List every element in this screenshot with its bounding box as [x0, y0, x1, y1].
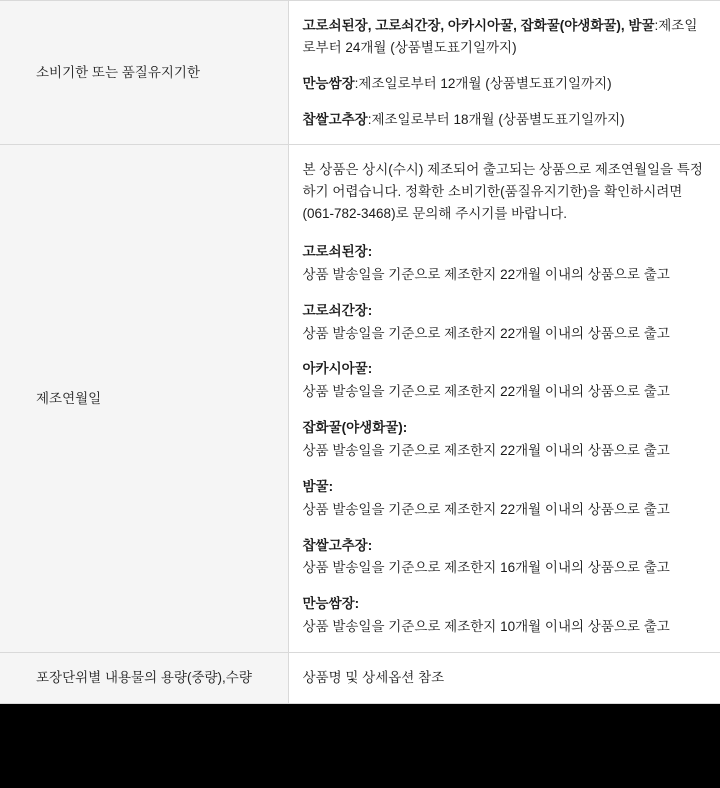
- shelf-life-period-1: :제조일로부터 24개월 (상품별도표기일까지): [302, 18, 698, 55]
- manufacture-item-name: 밤꿀:: [302, 478, 334, 494]
- manufacture-item-name: 고로쇠된장:: [302, 244, 373, 260]
- shelf-life-period-2: :제조일로부터 12개월 (상품별도표기일까지): [354, 75, 612, 91]
- table-row: [0, 1, 720, 145]
- manufacture-item-detail: 상품 발송일을 기준으로 제조한지 22개월 이내의 상품으로 출고: [302, 266, 670, 282]
- manufacture-item: [303, 476, 705, 521]
- manufacture-item-detail: 상품 발송일을 기준으로 제조한지 22개월 이내의 상품으로 출고: [302, 443, 670, 459]
- row-value-shelf-life: [288, 1, 720, 145]
- manufacture-item: [303, 535, 705, 580]
- shelf-life-products-2: 만능쌈장: [302, 75, 355, 91]
- manufacture-date-intro: 본 상품은 상시(수시) 제조되어 출고되는 상품으로 제조연월일을 특정하기 어렵습니다. 정확한 소비기한(품질유지기한)을 확인하시려면 (061-782-3468)로 문의해 주시기를 바랍니다.: [302, 162, 703, 222]
- shelf-life-line: [303, 109, 705, 131]
- shelf-life-products-3: 찹쌀고추장: [302, 111, 368, 127]
- manufacture-item-detail: 상품 발송일을 기준으로 제조한지 10개월 이내의 상품으로 출고: [302, 619, 670, 635]
- manufacture-item-name: 고로쇠간장:: [302, 302, 373, 318]
- shelf-life-line: [303, 15, 705, 59]
- manufacture-item-detail: 상품 발송일을 기준으로 제조한지 22개월 이내의 상품으로 출고: [302, 501, 670, 517]
- row-label-manufacture-date: 제조연월일: [0, 145, 288, 653]
- manufacture-item-name: 만능쌈장:: [302, 596, 360, 612]
- manufacture-item-detail: 상품 발송일을 기준으로 제조한지 22개월 이내의 상품으로 출고: [302, 325, 670, 341]
- row-value-package-volume: 상품명 및 상세옵션 참조: [288, 653, 720, 704]
- row-label-package-volume: 포장단위별 내용물의 용량(중량),수량: [0, 653, 288, 704]
- table-row: [0, 653, 720, 704]
- shelf-life-line: [303, 73, 705, 95]
- manufacture-item: [303, 300, 705, 345]
- shelf-life-products-1: 고로쇠된장, 고로쇠간장, 아카시아꿀, 잡화꿀(야생화꿀), 밤꿀: [302, 18, 655, 33]
- manufacture-item-detail: 상품 발송일을 기준으로 제조한지 22개월 이내의 상품으로 출고: [302, 384, 670, 400]
- shelf-life-period-3: :제조일로부터 18개월 (상품별도표기일까지): [367, 111, 625, 127]
- manufacture-item: [303, 593, 705, 638]
- manufacture-item: [303, 417, 705, 462]
- manufacture-item-name: 아카시아꿀:: [302, 361, 373, 377]
- row-label-shelf-life: 소비기한 또는 품질유지기한: [0, 1, 288, 145]
- manufacture-item-name: 찹쌀고추장:: [302, 537, 373, 553]
- manufacture-item: [303, 241, 705, 286]
- table-row: [0, 145, 720, 653]
- manufacture-item-name: 잡화꿀(야생화꿀):: [302, 420, 408, 436]
- manufacture-item-detail: 상품 발송일을 기준으로 제조한지 16개월 이내의 상품으로 출고: [302, 560, 670, 576]
- manufacture-item: [303, 358, 705, 403]
- row-value-manufacture-date: [288, 145, 720, 653]
